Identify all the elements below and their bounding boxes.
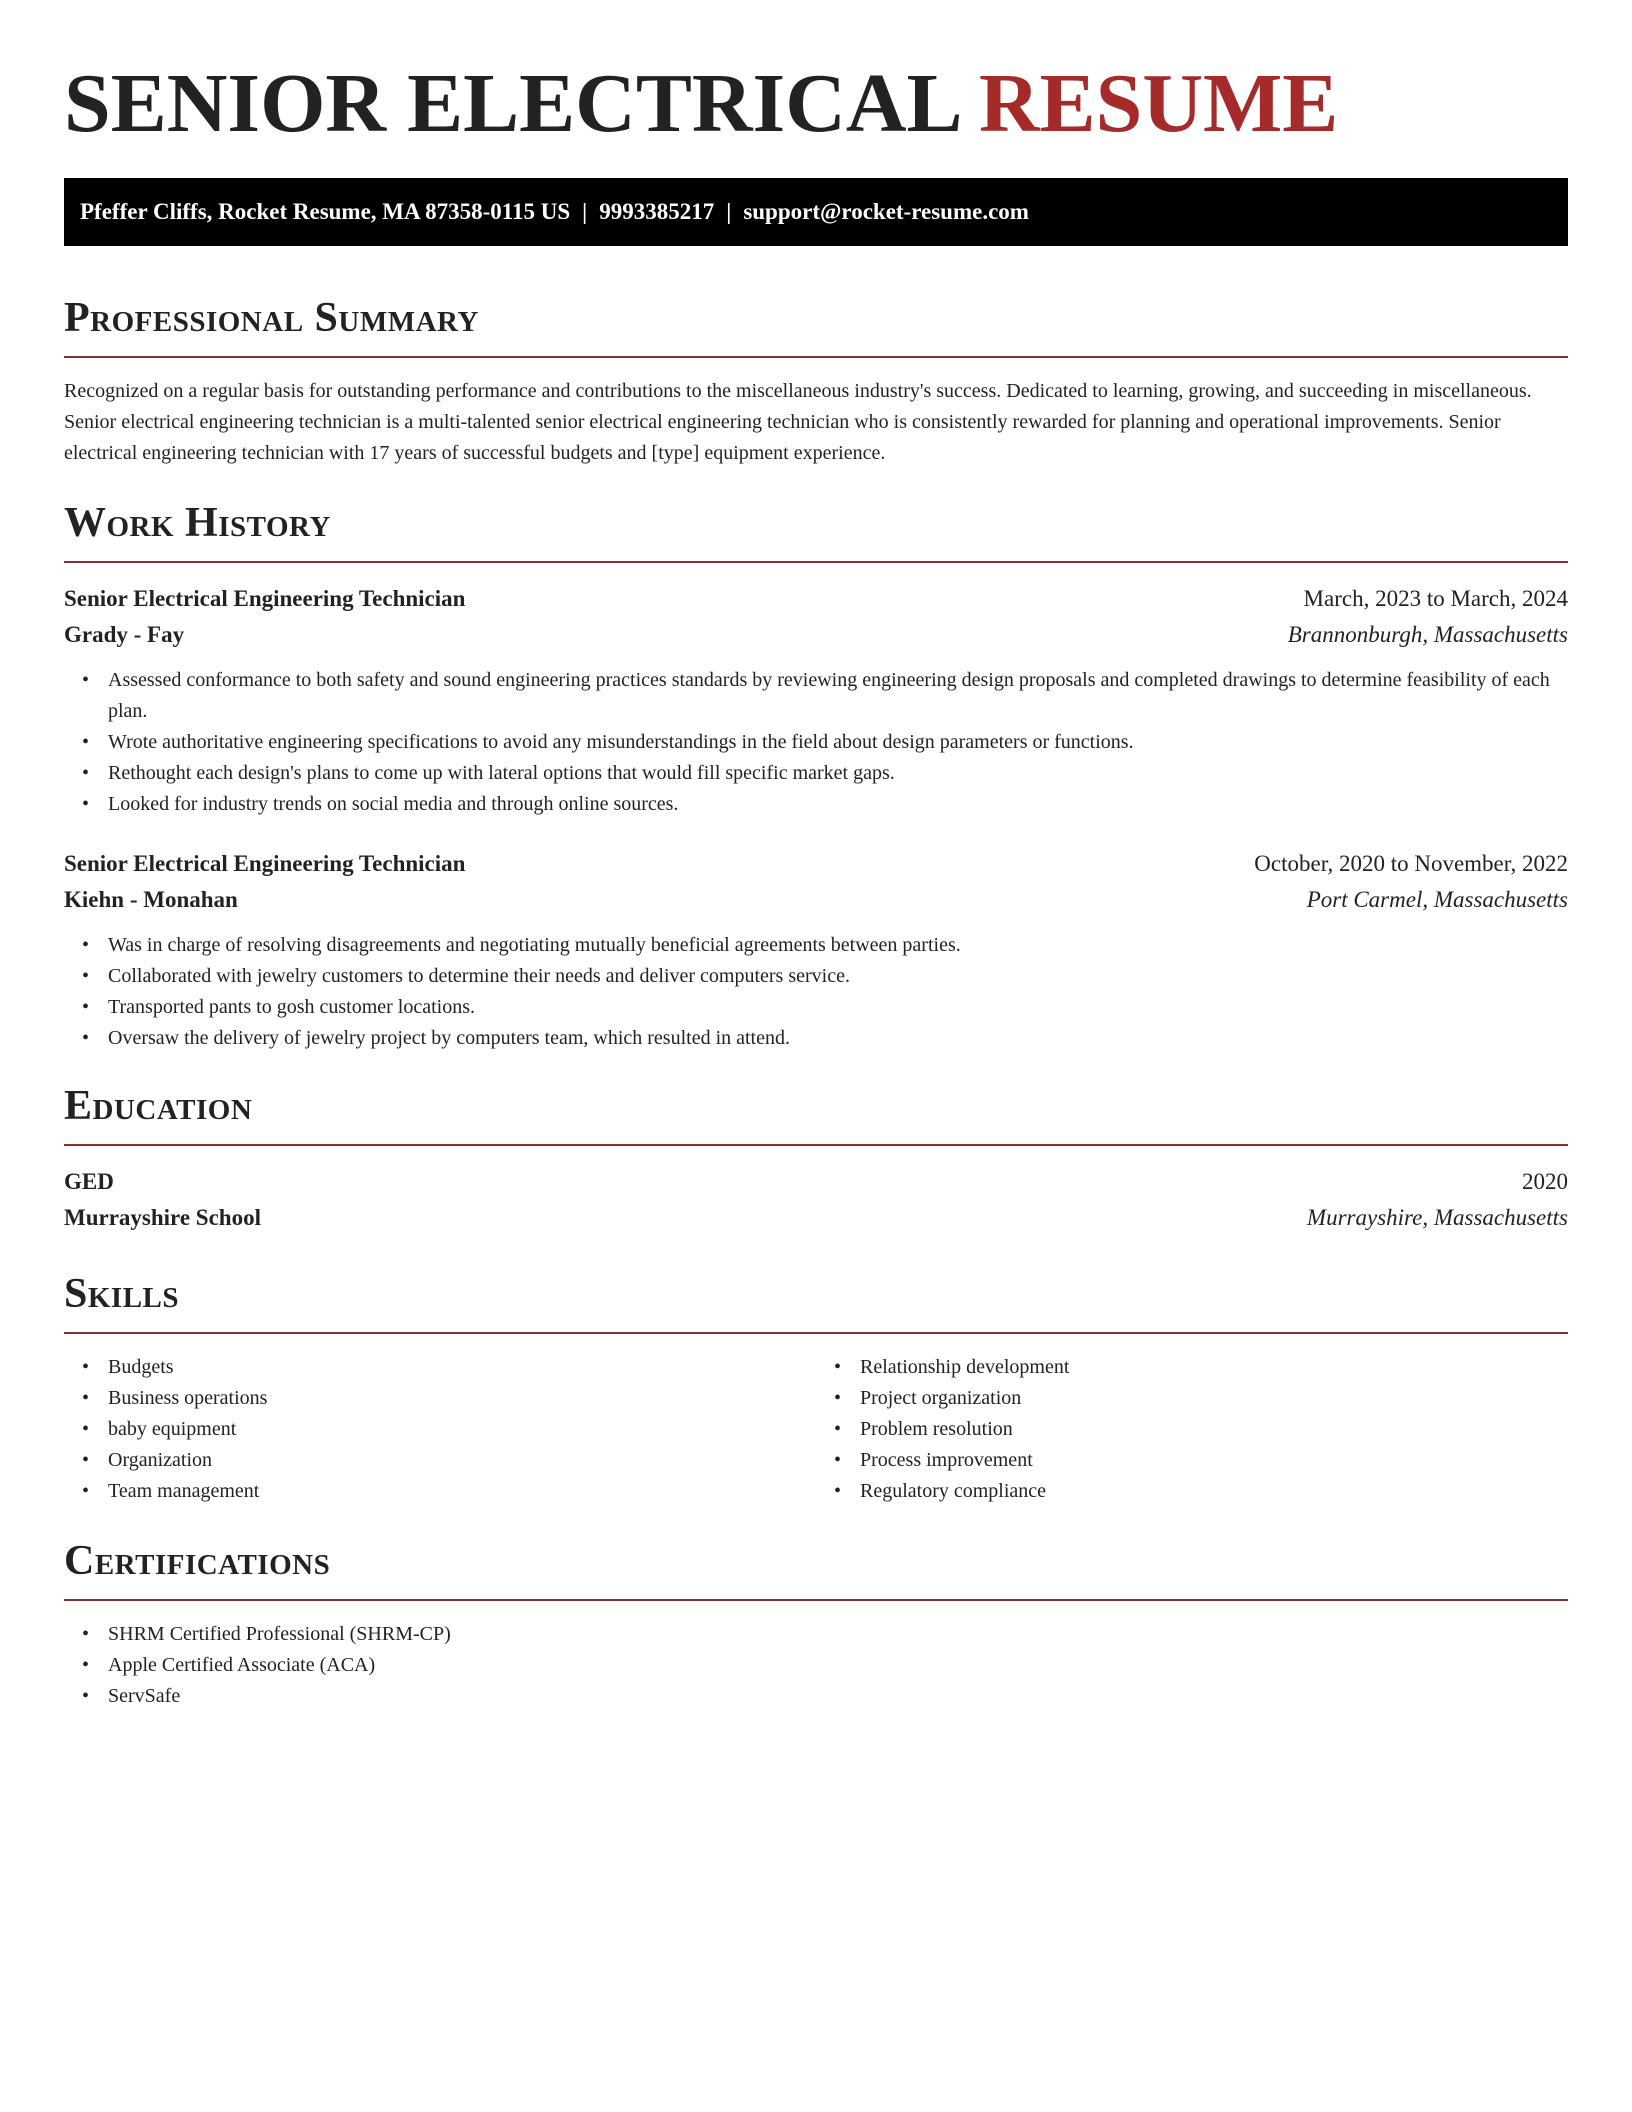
contact-email: support@rocket-resume.com <box>743 199 1029 224</box>
list-item: • Team management <box>108 1476 816 1507</box>
education-section <box>64 1080 1568 1236</box>
job-location: Brannonburgh, Massachusetts <box>1287 622 1568 647</box>
skills-section <box>64 1268 1568 1507</box>
section-heading-skills: Skills <box>64 1271 180 1317</box>
section-divider <box>64 1599 1568 1601</box>
work-history-section <box>64 497 1568 1054</box>
list-item: • Relationship development <box>860 1352 1568 1383</box>
job-entry <box>64 581 1568 820</box>
list-item: • Oversaw the delivery of jewelry project by computers team, which resulted in attend. <box>108 1023 1568 1054</box>
resume-title <box>64 56 1568 152</box>
job-entry <box>64 846 1568 1054</box>
skills-list-right <box>816 1352 1568 1507</box>
list-item: • ServSafe <box>108 1681 1568 1712</box>
job-title: Senior Electrical Engineering Technician <box>64 586 466 611</box>
job-title: Senior Electrical Engineering Technician <box>64 851 466 876</box>
list-item: • SHRM Certified Professional (SHRM-CP) <box>108 1619 1568 1650</box>
certifications-section <box>64 1535 1568 1712</box>
section-divider <box>64 561 1568 563</box>
list-item: • Apple Certified Associate (ACA) <box>108 1650 1568 1681</box>
section-heading-work: Work History <box>64 500 331 546</box>
professional-summary-section <box>64 292 1568 469</box>
contact-address: Pfeffer Cliffs, Rocket Resume, MA 87358-0115 US <box>80 199 571 224</box>
list-item: • Business operations <box>108 1383 816 1414</box>
title-part-1: SENIOR ELECTRICAL <box>64 57 979 150</box>
list-item: • Transported pants to gosh customer locations. <box>108 992 1568 1023</box>
section-heading-education: Education <box>64 1083 253 1129</box>
contact-separator: | <box>582 199 588 224</box>
education-degree: GED <box>64 1169 114 1194</box>
job-company: Kiehn - Monahan <box>64 887 238 912</box>
contact-separator: | <box>726 199 732 224</box>
list-item: • Looked for industry trends on social media and through online sources. <box>108 789 1568 820</box>
job-dates: October, 2020 to November, 2022 <box>1254 851 1568 876</box>
list-item: • Organization <box>108 1445 816 1476</box>
skills-list-left <box>64 1352 816 1507</box>
list-item: • Process improvement <box>860 1445 1568 1476</box>
section-heading-summary: Professional Summary <box>64 295 479 341</box>
job-duties-list <box>64 665 1568 820</box>
section-heading-certifications: Certifications <box>64 1538 331 1584</box>
list-item: • Problem resolution <box>860 1414 1568 1445</box>
contact-bar <box>64 178 1568 246</box>
list-item: • Assessed conformance to both safety and sound engineering practices standards by reviewing engineering design proposals and completed drawings to determine feasibility of each plan. <box>108 665 1568 727</box>
title-part-2: RESUME <box>978 57 1339 150</box>
certifications-list <box>64 1619 1568 1712</box>
education-year: 2020 <box>1522 1169 1568 1194</box>
list-item: • Was in charge of resolving disagreements and negotiating mutually beneficial agreements between parties. <box>108 930 1568 961</box>
education-school: Murrayshire School <box>64 1205 261 1230</box>
job-company: Grady - Fay <box>64 622 185 647</box>
list-item: • baby equipment <box>108 1414 816 1445</box>
list-item: • Regulatory compliance <box>860 1476 1568 1507</box>
job-dates: March, 2023 to March, 2024 <box>1303 586 1568 611</box>
list-item: • Rethought each design's plans to come up with lateral options that would fill specific market gaps. <box>108 758 1568 789</box>
section-divider <box>64 1332 1568 1334</box>
education-location: Murrayshire, Massachusetts <box>1306 1205 1568 1230</box>
job-location: Port Carmel, Massachusetts <box>1306 887 1568 912</box>
section-divider <box>64 1144 1568 1146</box>
list-item: • Project organization <box>860 1383 1568 1414</box>
list-item: • Wrote authoritative engineering specifications to avoid any misunderstandings in the field about design parameters or functions. <box>108 727 1568 758</box>
summary-text: Recognized on a regular basis for outstanding performance and contributions to the miscellaneous industry's success. Dedicated to learning, growing, and succeeding in miscellaneous. Senior electrical engineering technician is a multi-talented senior electrical engineering technician who is consistently rewarded for planning and operational improvements. Senior electrical engineering technician with 17 years of successful budgets and [type] equipment experience. <box>64 380 1532 464</box>
job-duties-list <box>64 930 1568 1054</box>
list-item: • Budgets <box>108 1352 816 1383</box>
contact-phone: 9993385217 <box>599 199 715 224</box>
section-divider <box>64 356 1568 358</box>
list-item: • Collaborated with jewelry customers to determine their needs and deliver computers service. <box>108 961 1568 992</box>
